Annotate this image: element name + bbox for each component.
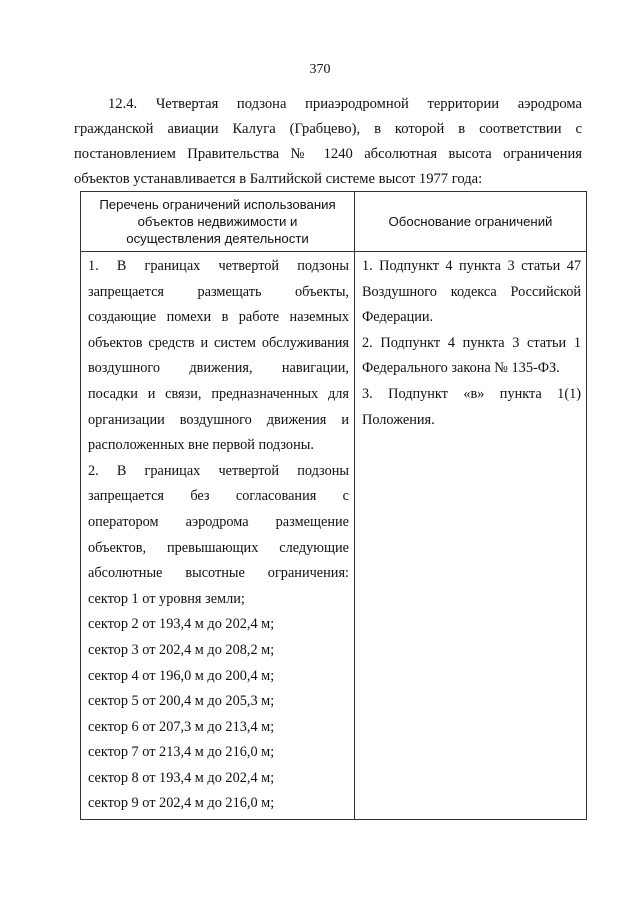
restrictions-table [80,191,587,820]
restriction-item-1: 1. В границах четвертой подзоны запрещается размещать объекты, создающие помехи в работе наземных объектов средств и систем обслуживания воздушного движения, навигации, посадки и связи, предназначенных для организации воздушного движения и расположенных вне первой подзоны. [88,258,349,454]
sector-item: сектор 3 от 202,4 м до 208,2 м; [88,641,275,658]
sector-item: сектор 5 от 200,4 м до 205,3 м; [88,693,275,710]
page-number: 370 [309,62,331,77]
justification-item-1: 1. Подпункт 4 пункта 3 статьи 47 Воздушного кодекса Российской Федерации. [362,258,581,326]
table-header-row [81,192,587,252]
justification-cell [355,252,587,820]
sector-item: сектор 2 от 193,4 м до 202,4 м; [88,616,275,633]
table-row [81,252,587,820]
sector-item: сектор 9 от 202,4 м до 216,0 м; [88,795,275,812]
sector-item: сектор 1 от уровня земли; [88,590,245,607]
restriction-item-2: 2. В границах четвертой подзоны запрещается без согласования с оператором аэродрома размещение объектов, превышающих следующие абсолютные высотные ограничения: [88,462,349,582]
intro-paragraph: 12.4. Четвертая подзона приаэродромной территории аэродрома гражданской авиации Калуга (Грабцево), в которой в соответствии с постановлением Правительства № 1240 абсолютная высота ограничения объектов устанавливается в Балтийской системе высот 1977 года: [74,96,582,187]
sector-item: сектор 6 от 207,3 м до 213,4 м; [88,718,275,735]
sector-item: сектор 8 от 193,4 м до 202,4 м; [88,769,275,786]
sector-list [88,587,349,817]
header-justification: Обоснование ограничений [355,192,587,252]
sector-item: сектор 7 от 213,4 м до 216,0 м; [88,744,275,761]
justification-item-2: 2. Подпункт 4 пункта 3 статьи 1 Федерального закона № 135-ФЗ. [362,334,581,377]
header-restrictions-list: Перечень ограничений использования объектов недвижимости и осуществления деятельности [81,192,355,252]
justification-item-3: 3. Подпункт «в» пункта 1(1) Положения. [362,385,581,428]
restrictions-cell [81,252,355,820]
sector-item: сектор 4 от 196,0 м до 200,4 м; [88,667,275,684]
